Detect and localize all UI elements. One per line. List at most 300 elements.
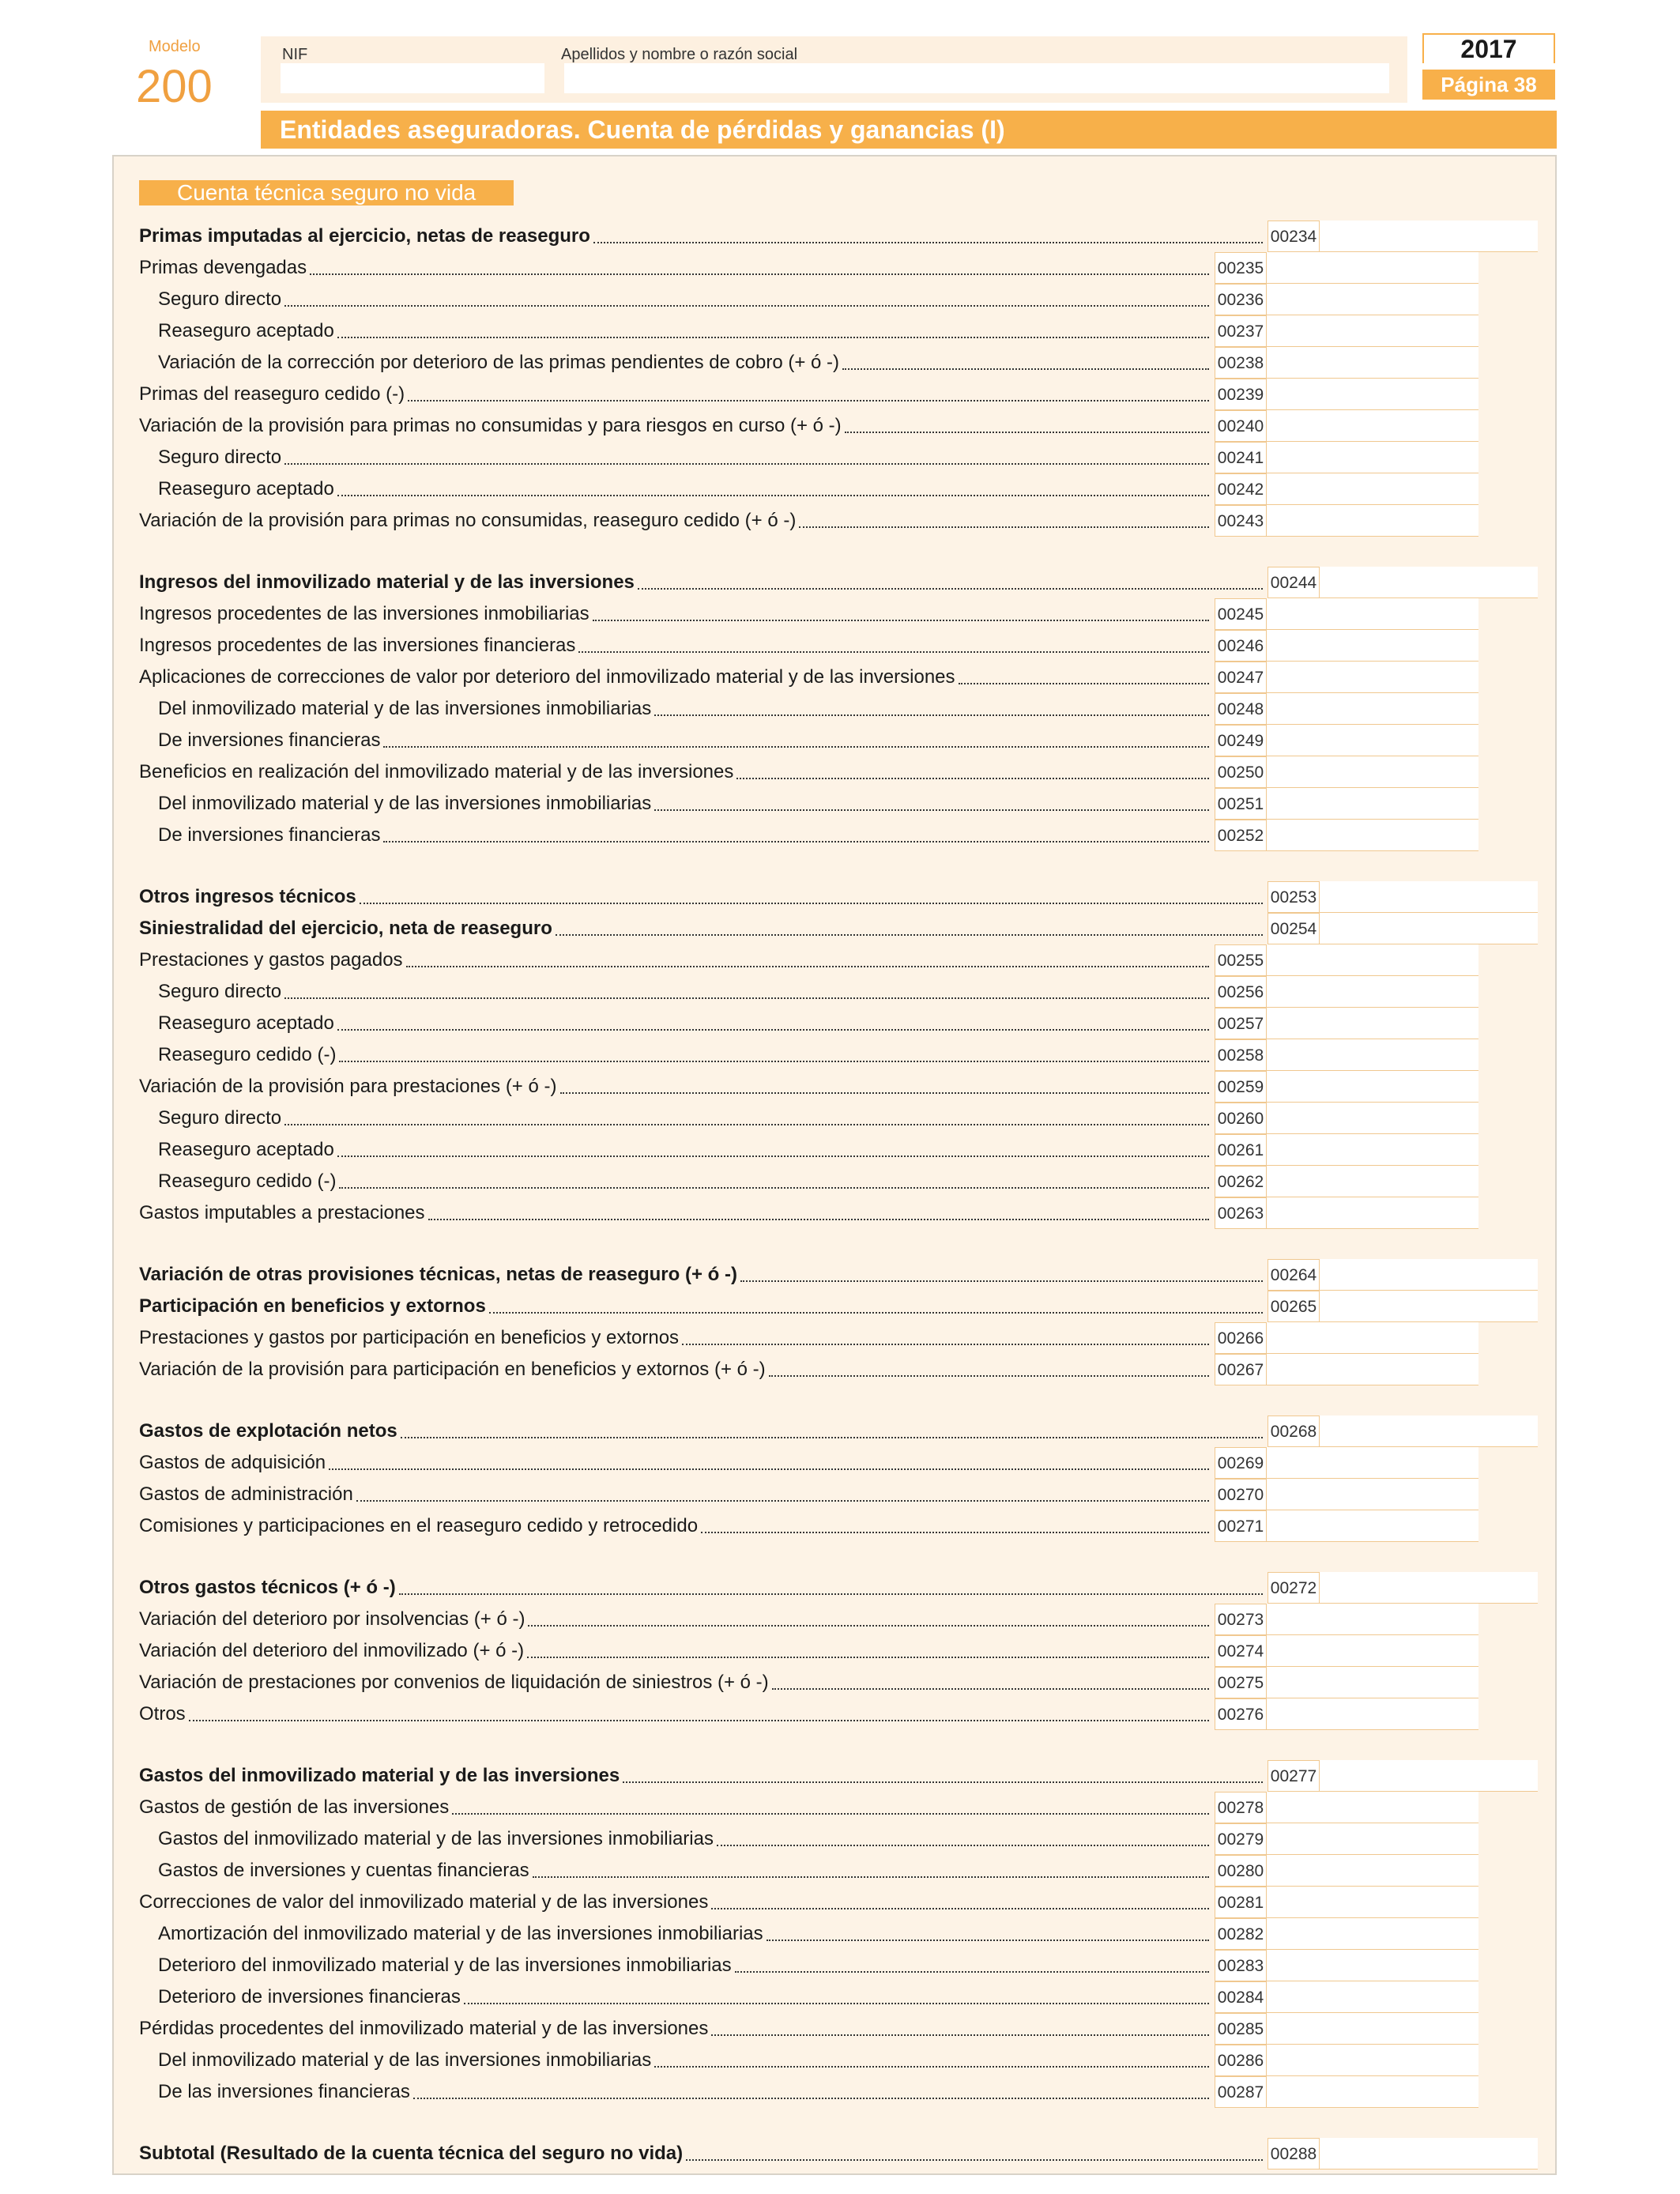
amount-field[interactable] xyxy=(1320,221,1538,252)
amount-field[interactable] xyxy=(1267,473,1478,505)
row-label: Primas imputadas al ejercicio, netas de reaseguro xyxy=(139,225,590,247)
dot-leader xyxy=(284,997,1209,999)
amount-field[interactable] xyxy=(1267,598,1478,630)
amount-field[interactable] xyxy=(1267,662,1478,693)
field-code: 00240 xyxy=(1215,410,1267,442)
row-label-container xyxy=(158,1981,1209,2013)
amount-field[interactable] xyxy=(1320,1291,1538,1322)
field-code: 00266 xyxy=(1215,1322,1267,1354)
dot-leader xyxy=(284,1124,1209,1125)
row-label: Seguro directo xyxy=(158,447,282,468)
row-label: De inversiones financieras xyxy=(158,729,381,751)
name-label: Apellidos y nombre o razón social xyxy=(561,46,798,63)
form-row-00282 xyxy=(0,1918,1680,1950)
dot-leader xyxy=(284,305,1209,307)
row-label: Prestaciones y gastos por participación en beneficios y extornos xyxy=(139,1327,680,1348)
row-label-container xyxy=(158,347,1209,379)
row-label: Comisiones y participaciones en el reaseguro cedido y retrocedido xyxy=(139,1515,699,1536)
amount-field[interactable] xyxy=(1320,567,1538,598)
row-label: Reaseguro aceptado xyxy=(158,478,334,499)
dot-leader xyxy=(654,714,1209,716)
row-label-container xyxy=(139,1071,1209,1103)
form-row-00247 xyxy=(0,662,1680,693)
form-row-00244 xyxy=(0,567,1680,598)
dot-leader xyxy=(284,463,1209,465)
field-code: 00283 xyxy=(1215,1950,1267,1981)
row-label-container xyxy=(158,442,1209,473)
dot-leader xyxy=(593,620,1209,621)
amount-field[interactable] xyxy=(1267,1667,1478,1698)
amount-field[interactable] xyxy=(1267,1479,1478,1510)
form-row-00272 xyxy=(0,1572,1680,1604)
row-label: Ingresos del inmovilizado material y de las inversiones xyxy=(139,571,635,593)
row-label-container xyxy=(139,756,1209,788)
field-code: 00267 xyxy=(1215,1354,1267,1385)
form-row-00280 xyxy=(0,1855,1680,1887)
field-code: 00286 xyxy=(1215,2045,1267,2076)
row-label: Variación del deterioro por insolvencias (+ ó -) xyxy=(139,1608,525,1630)
row-label: Aplicaciones de correcciones de valor por deterioro del inmovilizado material y de las inversiones xyxy=(139,666,955,688)
amount-field[interactable] xyxy=(1267,1510,1478,1542)
amount-field[interactable] xyxy=(1267,1635,1478,1667)
amount-field[interactable] xyxy=(1267,1447,1478,1479)
dot-leader xyxy=(959,683,1209,684)
row-label-container xyxy=(158,1855,1209,1887)
amount-field[interactable] xyxy=(1320,1572,1538,1604)
amount-field[interactable] xyxy=(1267,725,1478,756)
form-row-00250 xyxy=(0,756,1680,788)
row-label: Ingresos procedentes de las inversiones inmobiliarias xyxy=(139,603,590,624)
amount-field[interactable] xyxy=(1267,1008,1478,1039)
form-row-00237 xyxy=(0,315,1680,347)
row-label-container xyxy=(139,881,1263,913)
row-label: Deterioro de inversiones financieras xyxy=(158,1986,461,2007)
field-code: 00285 xyxy=(1215,2013,1267,2045)
row-label: Primas devengadas xyxy=(139,257,307,278)
row-label-container xyxy=(139,505,1209,537)
amount-field[interactable] xyxy=(1267,944,1478,976)
row-label-container xyxy=(139,1259,1263,1291)
field-code: 00281 xyxy=(1215,1887,1267,1918)
form-row-00257 xyxy=(0,1008,1680,1039)
form-row-00234 xyxy=(0,221,1680,252)
row-label-container xyxy=(158,1918,1209,1950)
amount-field[interactable] xyxy=(1267,347,1478,379)
dot-leader xyxy=(464,2003,1209,2004)
row-label-container xyxy=(139,221,1263,252)
row-label-container xyxy=(158,1039,1209,1071)
field-code: 00274 xyxy=(1215,1635,1267,1667)
form-row-00266 xyxy=(0,1322,1680,1354)
form-row-00285 xyxy=(0,2013,1680,2045)
row-label: Otros ingresos técnicos xyxy=(139,886,356,907)
form-row-00274 xyxy=(0,1635,1680,1667)
amount-field[interactable] xyxy=(1267,1322,1478,1354)
form-row-00255 xyxy=(0,944,1680,976)
field-code: 00259 xyxy=(1215,1071,1267,1103)
dot-leader xyxy=(772,1688,1209,1690)
amount-field[interactable] xyxy=(1267,1950,1478,1981)
form-row-00270 xyxy=(0,1479,1680,1510)
row-label: Otros xyxy=(139,1703,186,1725)
row-label: Variación de la corrección por deterioro de las primas pendientes de cobro (+ ó -) xyxy=(158,352,840,373)
dot-leader xyxy=(399,1593,1263,1595)
form-row-00246 xyxy=(0,630,1680,662)
amount-field[interactable] xyxy=(1267,1166,1478,1197)
dot-leader xyxy=(736,778,1209,779)
row-label: Seguro directo xyxy=(158,981,282,1002)
row-label: Variación de la provisión para participación en beneficios y extornos (+ ó -) xyxy=(139,1359,766,1380)
row-label: Variación de otras provisiones técnicas, netas de reaseguro (+ ó -) xyxy=(139,1264,737,1285)
field-code: 00284 xyxy=(1215,1981,1267,2013)
row-label: Reaseguro cedido (-) xyxy=(158,1044,337,1065)
field-code: 00287 xyxy=(1215,2076,1267,2108)
field-code: 00272 xyxy=(1268,1572,1320,1604)
form-row-00238 xyxy=(0,347,1680,379)
field-code: 00254 xyxy=(1268,913,1320,944)
field-code: 00255 xyxy=(1215,944,1267,976)
field-code: 00288 xyxy=(1268,2138,1320,2169)
form-row-00251 xyxy=(0,788,1680,820)
dot-leader xyxy=(845,432,1209,433)
row-label: Correcciones de valor del inmovilizado material y de las inversiones xyxy=(139,1891,709,1913)
page-title: Entidades aseguradoras. Cuenta de pérdidas y ganancias (I) xyxy=(261,111,1557,149)
row-label: Variación del deterioro del inmovilizado (+ ó -) xyxy=(139,1640,525,1661)
amount-field[interactable] xyxy=(1267,820,1478,851)
field-code: 00245 xyxy=(1215,598,1267,630)
modelo-label: Modelo xyxy=(149,38,201,55)
dot-leader xyxy=(711,2034,1209,2036)
form-row-00273 xyxy=(0,1604,1680,1635)
row-label-container xyxy=(158,693,1209,725)
form-row-00269 xyxy=(0,1447,1680,1479)
field-code: 00278 xyxy=(1215,1792,1267,1823)
amount-field[interactable] xyxy=(1267,1855,1478,1887)
form-row-00271 xyxy=(0,1510,1680,1542)
field-code: 00239 xyxy=(1215,379,1267,410)
dot-leader xyxy=(654,2066,1209,2068)
field-code: 00241 xyxy=(1215,442,1267,473)
row-label-container xyxy=(139,1322,1209,1354)
form-row-00268 xyxy=(0,1416,1680,1447)
row-label-container xyxy=(139,567,1263,598)
dot-leader xyxy=(740,1280,1263,1282)
row-label-container xyxy=(139,662,1209,693)
amount-field[interactable] xyxy=(1267,1604,1478,1635)
field-code: 00258 xyxy=(1215,1039,1267,1071)
row-label-container xyxy=(158,725,1209,756)
row-label: Beneficios en realización del inmovilizado material y de las inversiones xyxy=(139,761,734,782)
row-label: Gastos de inversiones y cuentas financieras xyxy=(158,1860,529,1881)
field-code: 00235 xyxy=(1215,252,1267,284)
form-row-00278 xyxy=(0,1792,1680,1823)
amount-field[interactable] xyxy=(1267,2045,1478,2076)
amount-field[interactable] xyxy=(1267,976,1478,1008)
dot-leader xyxy=(556,934,1263,936)
field-code: 00237 xyxy=(1215,315,1267,347)
row-label: Primas del reaseguro cedido (-) xyxy=(139,383,405,405)
row-label-container xyxy=(158,1823,1209,1855)
row-label: Seguro directo xyxy=(158,288,282,310)
field-code: 00264 xyxy=(1268,1259,1320,1291)
dot-leader xyxy=(578,651,1209,653)
row-label-container xyxy=(158,1134,1209,1166)
amount-field[interactable] xyxy=(1267,1103,1478,1134)
row-label: Siniestralidad del ejercicio, neta de reaseguro xyxy=(139,918,552,939)
dot-leader xyxy=(383,746,1209,748)
dot-leader xyxy=(489,1312,1263,1314)
row-label-container xyxy=(158,820,1209,851)
amount-field[interactable] xyxy=(1267,788,1478,820)
amount-field[interactable] xyxy=(1320,1416,1538,1447)
row-label-container xyxy=(158,2045,1209,2076)
row-label: Ingresos procedentes de las inversiones financieras xyxy=(139,635,576,656)
form-row-00239 xyxy=(0,379,1680,410)
row-label: Participación en beneficios y extornos xyxy=(139,1295,486,1317)
dot-leader xyxy=(638,588,1263,590)
row-label-container xyxy=(139,1291,1263,1322)
row-label: Gastos de gestión de las inversiones xyxy=(139,1796,450,1818)
form-row-00279 xyxy=(0,1823,1680,1855)
row-label: Gastos imputables a prestaciones xyxy=(139,1202,425,1223)
dot-leader xyxy=(337,337,1209,338)
row-label: Variación de la provisión para prestaciones (+ ó -) xyxy=(139,1076,557,1097)
row-label: Gastos de adquisición xyxy=(139,1452,326,1473)
form-row-00276 xyxy=(0,1698,1680,1730)
row-label-container xyxy=(139,1447,1209,1479)
amount-field[interactable] xyxy=(1267,756,1478,788)
dot-leader xyxy=(329,1468,1209,1470)
form-row-00267 xyxy=(0,1354,1680,1385)
dot-leader xyxy=(310,273,1209,275)
row-label: Amortización del inmovilizado material y de las inversiones inmobiliarias xyxy=(158,1923,763,1944)
dot-leader xyxy=(356,1500,1209,1502)
row-label: De inversiones financieras xyxy=(158,824,381,846)
dot-leader xyxy=(560,1092,1210,1094)
field-code: 00247 xyxy=(1215,662,1267,693)
amount-field[interactable] xyxy=(1267,2013,1478,2045)
form-row-00243 xyxy=(0,505,1680,537)
dot-leader xyxy=(711,1908,1209,1909)
form-row-00264 xyxy=(0,1259,1680,1291)
row-label: Pérdidas procedentes del inmovilizado material y de las inversiones xyxy=(139,2018,709,2039)
form-row-00287 xyxy=(0,2076,1680,2108)
form-row-00263 xyxy=(0,1197,1680,1229)
amount-field[interactable] xyxy=(1267,1823,1478,1855)
dot-leader xyxy=(654,809,1209,811)
form-row-00283 xyxy=(0,1950,1680,1981)
form-row-00265 xyxy=(0,1291,1680,1322)
row-label-container xyxy=(158,788,1209,820)
field-code: 00257 xyxy=(1215,1008,1267,1039)
form-row-00275 xyxy=(0,1667,1680,1698)
amount-field[interactable] xyxy=(1267,410,1478,442)
field-code: 00238 xyxy=(1215,347,1267,379)
dot-leader xyxy=(735,1971,1209,1973)
section-header: Cuenta técnica seguro no vida xyxy=(139,180,514,205)
field-code: 00249 xyxy=(1215,725,1267,756)
field-code: 00244 xyxy=(1268,567,1320,598)
field-code: 00270 xyxy=(1215,1479,1267,1510)
amount-field[interactable] xyxy=(1267,505,1478,537)
form-row-00256 xyxy=(0,976,1680,1008)
amount-field[interactable] xyxy=(1267,1071,1478,1103)
amount-field[interactable] xyxy=(1320,2138,1538,2169)
dot-leader xyxy=(401,1437,1263,1438)
amount-field[interactable] xyxy=(1320,1760,1538,1792)
dot-leader xyxy=(337,1029,1209,1031)
form-row-00253 xyxy=(0,881,1680,913)
dot-leader xyxy=(717,1845,1209,1846)
row-label-container xyxy=(139,630,1209,662)
form-row-00288 xyxy=(0,2138,1680,2169)
form-row-00284 xyxy=(0,1981,1680,2013)
field-code: 00280 xyxy=(1215,1855,1267,1887)
amount-field[interactable] xyxy=(1267,1354,1478,1385)
amount-field[interactable] xyxy=(1267,1887,1478,1918)
row-label-container xyxy=(139,252,1209,284)
amount-field[interactable] xyxy=(1320,881,1538,913)
row-label-container xyxy=(139,1354,1209,1385)
dot-leader xyxy=(769,1375,1209,1377)
dot-leader xyxy=(593,242,1263,243)
amount-field[interactable] xyxy=(1267,1981,1478,2013)
row-label-container xyxy=(139,1887,1209,1918)
year-box: 2017 xyxy=(1422,33,1555,63)
row-label-container xyxy=(158,284,1209,315)
form-row-00240 xyxy=(0,410,1680,442)
amount-field[interactable] xyxy=(1320,913,1538,944)
amount-field[interactable] xyxy=(1267,379,1478,410)
dot-leader xyxy=(452,1813,1209,1815)
dot-leader xyxy=(842,368,1209,370)
field-code: 00273 xyxy=(1215,1604,1267,1635)
form-row-00241 xyxy=(0,442,1680,473)
dot-leader xyxy=(337,1155,1209,1157)
row-label-container xyxy=(139,1604,1209,1635)
dot-leader xyxy=(533,1876,1209,1878)
amount-field[interactable] xyxy=(1267,1039,1478,1071)
row-label-container xyxy=(158,1950,1209,1981)
row-label-container xyxy=(139,1510,1209,1542)
field-code: 00248 xyxy=(1215,693,1267,725)
form-row-00262 xyxy=(0,1166,1680,1197)
dot-leader xyxy=(682,1344,1209,1345)
dot-leader xyxy=(767,1940,1209,1941)
row-label: Gastos de administración xyxy=(139,1483,353,1505)
row-label-container xyxy=(139,1667,1209,1698)
amount-field[interactable] xyxy=(1267,630,1478,662)
form-row-00260 xyxy=(0,1103,1680,1134)
row-label: Reaseguro aceptado xyxy=(158,320,334,341)
page-number: Página 38 xyxy=(1422,70,1555,100)
field-code: 00256 xyxy=(1215,976,1267,1008)
field-code: 00263 xyxy=(1215,1197,1267,1229)
dot-leader xyxy=(527,1657,1209,1658)
row-label: Gastos del inmovilizado material y de las inversiones inmobiliarias xyxy=(158,1828,714,1849)
dot-leader xyxy=(339,1061,1209,1062)
row-label: Reaseguro aceptado xyxy=(158,1139,334,1160)
form-row-00258 xyxy=(0,1039,1680,1071)
form-row-00245 xyxy=(0,598,1680,630)
row-label: Seguro directo xyxy=(158,1107,282,1129)
row-label-container xyxy=(158,976,1209,1008)
row-label-container xyxy=(158,1166,1209,1197)
row-label-container xyxy=(139,944,1209,976)
amount-field[interactable] xyxy=(1267,315,1478,347)
field-code: 00253 xyxy=(1268,881,1320,913)
form-row-00254 xyxy=(0,913,1680,944)
row-label: Prestaciones y gastos pagados xyxy=(139,949,403,971)
field-code: 00262 xyxy=(1215,1166,1267,1197)
dot-leader xyxy=(413,2098,1209,2099)
row-label: Variación de la provisión para primas no consumidas y para riesgos en curso (+ ó -) xyxy=(139,415,842,436)
amount-field[interactable] xyxy=(1267,1792,1478,1823)
field-code: 00275 xyxy=(1215,1667,1267,1698)
amount-field[interactable] xyxy=(1267,1134,1478,1166)
field-code: 00242 xyxy=(1215,473,1267,505)
nif-label: NIF xyxy=(282,46,308,63)
form-row-00249 xyxy=(0,725,1680,756)
row-label-container xyxy=(139,410,1209,442)
row-label: Deterioro del inmovilizado material y de las inversiones inmobiliarias xyxy=(158,1955,732,1976)
form-row-00248 xyxy=(0,693,1680,725)
amount-field[interactable] xyxy=(1267,252,1478,284)
row-label-container xyxy=(139,2013,1209,2045)
field-code: 00276 xyxy=(1215,1698,1267,1730)
amount-field[interactable] xyxy=(1267,442,1478,473)
amount-field[interactable] xyxy=(1267,1698,1478,1730)
row-label-container xyxy=(139,1572,1263,1604)
form-row-00242 xyxy=(0,473,1680,505)
dot-leader xyxy=(408,400,1209,401)
field-code: 00234 xyxy=(1268,221,1320,252)
form-row-00281 xyxy=(0,1887,1680,1918)
row-label-container xyxy=(139,1479,1209,1510)
amount-field[interactable] xyxy=(1267,1918,1478,1950)
amount-field[interactable] xyxy=(1320,1259,1538,1291)
field-code: 00282 xyxy=(1215,1918,1267,1950)
row-label: Del inmovilizado material y de las inversiones inmobiliarias xyxy=(158,793,652,814)
row-label: Del inmovilizado material y de las inversiones inmobiliarias xyxy=(158,2049,652,2071)
field-code: 00279 xyxy=(1215,1823,1267,1855)
row-label: Gastos de explotación netos xyxy=(139,1420,397,1442)
field-code: 00252 xyxy=(1215,820,1267,851)
dot-leader xyxy=(686,2159,1263,2161)
row-label: Gastos del inmovilizado material y de las inversiones xyxy=(139,1765,620,1786)
dot-leader xyxy=(406,966,1209,967)
field-code: 00265 xyxy=(1268,1291,1320,1322)
dot-leader xyxy=(623,1781,1263,1783)
dot-leader xyxy=(339,1187,1209,1189)
row-label-container xyxy=(158,1103,1209,1134)
amount-field[interactable] xyxy=(1267,1197,1478,1229)
row-label-container xyxy=(158,473,1209,505)
amount-field[interactable] xyxy=(1267,284,1478,315)
row-label-container xyxy=(158,2076,1209,2108)
form-row-00236 xyxy=(0,284,1680,315)
form-row-00261 xyxy=(0,1134,1680,1166)
row-label: Otros gastos técnicos (+ ó -) xyxy=(139,1577,396,1598)
amount-field[interactable] xyxy=(1267,693,1478,725)
amount-field[interactable] xyxy=(1267,2076,1478,2108)
field-code: 00251 xyxy=(1215,788,1267,820)
field-code: 00271 xyxy=(1215,1510,1267,1542)
dot-leader xyxy=(701,1532,1209,1533)
form-row-00277 xyxy=(0,1760,1680,1792)
form-row-00235 xyxy=(0,252,1680,284)
row-label-container xyxy=(139,1760,1263,1792)
